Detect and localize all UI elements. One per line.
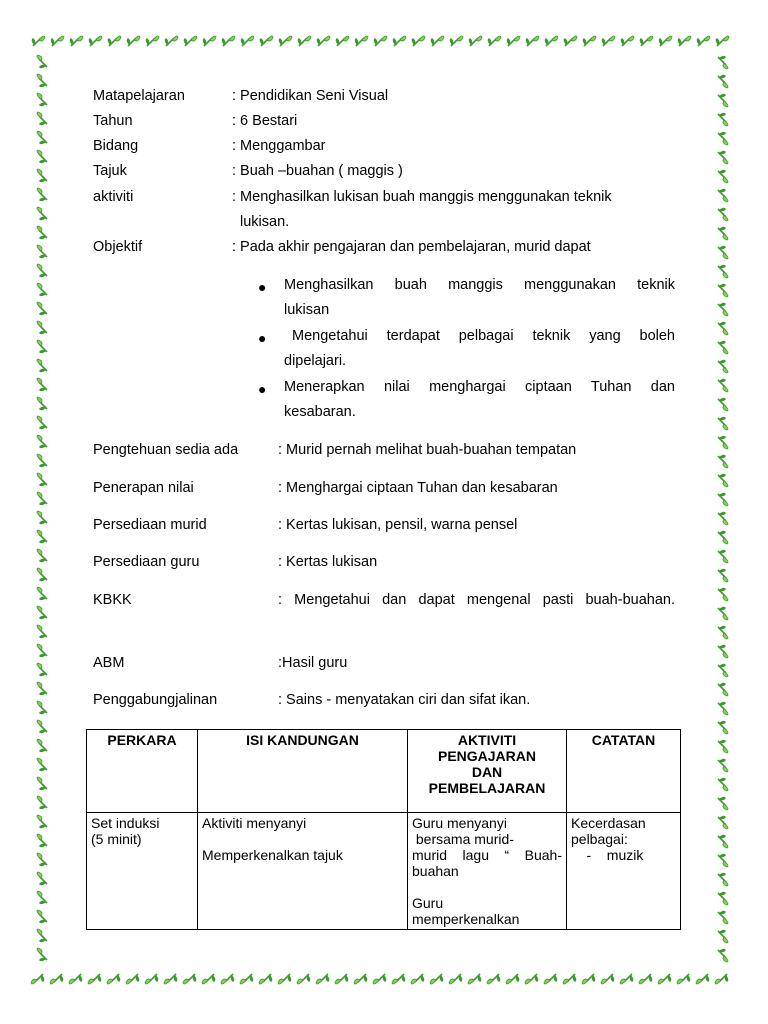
leaf-icon	[718, 151, 728, 164]
leaf-icon	[37, 644, 47, 657]
value-pengetahuan: : Murid pernah melihat buah-buahan tempatan	[278, 442, 577, 458]
value-persediaan-murid: : Kertas lukisan, pensil, warna pensel	[278, 517, 518, 533]
leaf-icon	[718, 569, 728, 582]
leaf-icon	[696, 974, 709, 984]
value-kbkk: : Mengetahui dan dapat mengenal pasti buah-buahan.	[278, 592, 675, 608]
leaf-icon	[355, 36, 368, 46]
label-penerapan: Penerapan nilai	[93, 480, 194, 496]
leaf-icon	[37, 302, 47, 315]
leaf-icon	[718, 360, 728, 373]
leaf-icon	[37, 169, 47, 182]
leaf-icon	[203, 36, 216, 46]
leaf-icon	[37, 397, 47, 410]
leaf-icon	[37, 853, 47, 866]
leaf-icon	[488, 36, 501, 46]
leaf-icon	[127, 36, 140, 46]
leaf-icon	[374, 36, 387, 46]
leaf-icon	[37, 378, 47, 391]
cell-aktiviti: Guru menyanyi bersama murid- murid lagu “ Buah- buahan Guru memperkenalkan	[408, 813, 567, 930]
leaf-icon	[718, 56, 728, 69]
label-bidang: Bidang	[93, 138, 139, 154]
label-penggabungjalinan: Penggabungjalinan	[93, 692, 218, 708]
leaf-icon	[718, 949, 728, 962]
leaf-icon	[164, 974, 177, 984]
leaf-icon	[430, 974, 443, 984]
leaf-icon	[335, 974, 348, 984]
value-persediaan-guru: : Kertas lukisan	[278, 554, 378, 570]
leaf-icon	[718, 493, 728, 506]
leaf-icon	[545, 36, 558, 46]
leaf-icon	[487, 974, 500, 984]
value-tajuk: : Buah –buahan ( maggis )	[232, 163, 403, 179]
bullet-icon: ●	[258, 381, 267, 397]
leaf-icon	[718, 398, 728, 411]
leaf-icon	[146, 36, 159, 46]
leaf-icon	[718, 702, 728, 715]
leaf-icon	[715, 974, 728, 984]
leaf-icon	[677, 974, 690, 984]
leaf-icon	[718, 911, 728, 924]
header-perkara: PERKARA	[87, 730, 198, 813]
leaf-icon	[718, 607, 728, 620]
leaf-icon	[88, 974, 101, 984]
leaf-icon	[354, 974, 367, 984]
leaf-icon	[718, 797, 728, 810]
leaf-icon	[507, 36, 520, 46]
leaf-icon	[37, 568, 47, 581]
leaf-icon	[718, 417, 728, 430]
label-persediaan-murid: Persediaan murid	[93, 517, 207, 533]
leaf-icon	[89, 36, 102, 46]
leaf-icon	[37, 796, 47, 809]
leaf-icon	[544, 974, 557, 984]
leaf-icon	[564, 36, 577, 46]
leaf-icon	[32, 36, 45, 46]
leaf-icon	[697, 36, 710, 46]
leaf-icon	[183, 974, 196, 984]
cell-catatan: Kecerdasan pelbagai: - muzik	[567, 813, 681, 930]
leaf-icon	[50, 974, 63, 984]
leaf-icon	[297, 974, 310, 984]
leaf-icon	[37, 435, 47, 448]
leaf-icon	[373, 974, 386, 984]
objective-item: Menerapkan nilai menghargai ciptaan Tuhan dan kesabaran.	[284, 379, 675, 420]
label-kbkk: KBKK	[93, 592, 132, 608]
leaf-icon	[718, 854, 728, 867]
table-header-row	[87, 730, 681, 813]
leaf-icon	[37, 245, 47, 258]
leaf-icon	[37, 929, 47, 942]
leaf-icon	[37, 910, 47, 923]
leaf-icon	[718, 873, 728, 886]
leaf-icon	[51, 36, 64, 46]
leaf-icon	[278, 974, 291, 984]
leaf-icon	[659, 36, 672, 46]
leaf-icon	[37, 226, 47, 239]
leaf-icon	[107, 974, 120, 984]
bullet-icon: ●	[258, 279, 267, 295]
leaf-icon	[37, 872, 47, 885]
leaf-icon	[718, 645, 728, 658]
leaf-icon	[37, 815, 47, 828]
leaf-icon	[69, 974, 82, 984]
leaf-icon	[718, 778, 728, 791]
value-matapelajaran: : Pendidikan Seni Visual	[232, 88, 389, 104]
value-aktiviti-cont: lukisan.	[240, 214, 290, 230]
leaf-icon	[37, 283, 47, 296]
label-tajuk: Tajuk	[93, 163, 127, 179]
leaf-icon	[37, 55, 47, 68]
label-abm: ABM	[93, 655, 125, 671]
label-persediaan-guru: Persediaan guru	[93, 554, 200, 570]
leaf-icon	[718, 759, 728, 772]
leaf-icon	[336, 36, 349, 46]
leaf-icon	[298, 36, 311, 46]
leaf-icon	[184, 36, 197, 46]
leaf-icon	[37, 492, 47, 505]
leaf-icon	[718, 664, 728, 677]
leaf-icon	[718, 740, 728, 753]
leaf-icon	[37, 891, 47, 904]
leaf-icon	[37, 207, 47, 220]
leaf-icon	[718, 379, 728, 392]
leaf-icon	[431, 36, 444, 46]
leaf-icon	[221, 974, 234, 984]
leaf-icon	[718, 132, 728, 145]
leaf-icon	[718, 683, 728, 696]
leaf-icon	[126, 974, 139, 984]
value-tahun: : 6 Bestari	[232, 113, 298, 129]
leaf-icon	[37, 606, 47, 619]
leaf-icon	[718, 227, 728, 240]
leaf-icon	[37, 93, 47, 106]
leaf-icon	[506, 974, 519, 984]
leaf-icon	[108, 36, 121, 46]
leaf-icon	[393, 36, 406, 46]
leaf-icon	[469, 36, 482, 46]
leaf-icon	[37, 454, 47, 467]
leaf-icon	[412, 36, 425, 46]
leaf-icon	[639, 974, 652, 984]
leaf-icon	[202, 974, 215, 984]
leaf-icon	[37, 682, 47, 695]
leaf-icon	[37, 701, 47, 714]
leaf-icon	[37, 720, 47, 733]
leaf-icon	[37, 340, 47, 353]
cell-perkara: Set induksi (5 minit)	[87, 813, 198, 930]
lesson-plan-table	[86, 729, 681, 930]
leaf-icon	[718, 322, 728, 335]
label-objektif: Objektif	[93, 239, 143, 255]
leaf-icon	[718, 512, 728, 525]
label-aktiviti: aktiviti	[93, 189, 134, 205]
leaf-icon	[37, 131, 47, 144]
leaf-icon	[450, 36, 463, 46]
table-row	[87, 813, 681, 930]
leaf-icon	[718, 265, 728, 278]
leaf-icon	[37, 321, 47, 334]
leaf-icon	[718, 94, 728, 107]
bullet-icon: ●	[258, 330, 267, 346]
leaf-icon	[37, 587, 47, 600]
value-abm: :Hasil guru	[278, 655, 348, 671]
label-tahun: Tahun	[93, 113, 133, 129]
leaf-icon	[37, 150, 47, 163]
leaf-icon	[37, 359, 47, 372]
value-objektif: : Pada akhir pengajaran dan pembelajaran, murid dapat	[232, 239, 591, 255]
leaf-icon	[718, 721, 728, 734]
header-catatan: CATATAN	[567, 730, 681, 813]
leaf-icon	[222, 36, 235, 46]
leaf-icon	[718, 303, 728, 316]
objective-item: Menghasilkan buah manggis menggunakan teknik lukisan	[284, 277, 675, 318]
leaf-icon	[718, 246, 728, 259]
leaf-icon	[37, 948, 47, 961]
leaf-icon	[259, 974, 272, 984]
leaf-icon	[37, 777, 47, 790]
leaf-icon	[601, 974, 614, 984]
leaf-icon	[37, 264, 47, 277]
leaf-icon	[37, 549, 47, 562]
leaf-icon	[602, 36, 615, 46]
leaf-icon	[678, 36, 691, 46]
leaf-icon	[582, 974, 595, 984]
leaf-icon	[718, 341, 728, 354]
leaf-icon	[37, 74, 47, 87]
leaf-icon	[718, 284, 728, 297]
leaf-icon	[583, 36, 596, 46]
leaf-icon	[37, 530, 47, 543]
leaf-icon	[37, 739, 47, 752]
leaf-icon	[526, 36, 539, 46]
objective-item: Mengetahui terdapat pelbagai teknik yang boleh dipelajari.	[284, 328, 675, 369]
leaf-icon	[449, 974, 462, 984]
value-penggabungjalinan: : Sains - menyatakan ciri dan sifat ikan.	[278, 692, 531, 708]
label-matapelajaran: Matapelajaran	[93, 88, 185, 104]
leaf-icon	[37, 758, 47, 771]
leaf-icon	[70, 36, 83, 46]
leaf-icon	[718, 588, 728, 601]
leaf-icon	[658, 974, 671, 984]
leaf-icon	[718, 930, 728, 943]
leaf-icon	[468, 974, 481, 984]
leaf-icon	[37, 834, 47, 847]
leaf-icon	[165, 36, 178, 46]
leaf-icon	[37, 188, 47, 201]
leaf-icon	[316, 974, 329, 984]
leaf-icon	[718, 208, 728, 221]
leaf-icon	[718, 75, 728, 88]
leaf-icon	[718, 531, 728, 544]
leaf-icon	[640, 36, 653, 46]
leaf-icon	[241, 36, 254, 46]
leaf-icon	[240, 974, 253, 984]
leaf-icon	[37, 663, 47, 676]
leaf-icon	[718, 170, 728, 183]
cell-isi-kandungan: Aktiviti menyanyi Memperkenalkan tajuk	[198, 813, 408, 930]
leaf-icon	[718, 474, 728, 487]
leaf-icon	[718, 455, 728, 468]
leaf-icon	[718, 892, 728, 905]
value-penerapan: : Menghargai ciptaan Tuhan dan kesabaran	[278, 480, 558, 496]
value-bidang: : Menggambar	[232, 138, 326, 154]
leaf-icon	[718, 550, 728, 563]
leaf-icon	[718, 816, 728, 829]
header-aktiviti: AKTIVITI PENGAJARAN DAN PEMBELAJARAN	[408, 730, 567, 813]
leaf-icon	[716, 36, 729, 46]
leaf-icon	[317, 36, 330, 46]
leaf-icon	[718, 113, 728, 126]
leaf-icon	[525, 974, 538, 984]
header-isi-kandungan: ISI KANDUNGAN	[198, 730, 408, 813]
leaf-icon	[620, 974, 633, 984]
leaf-icon	[718, 189, 728, 202]
leaf-icon	[37, 112, 47, 125]
leaf-icon	[279, 36, 292, 46]
leaf-icon	[563, 974, 576, 984]
leaf-icon	[260, 36, 273, 46]
value-aktiviti: : Menghasilkan lukisan buah manggis menggunakan teknik	[232, 189, 612, 205]
leaf-icon	[392, 974, 405, 984]
leaf-icon	[718, 626, 728, 639]
leaf-icon	[718, 835, 728, 848]
leaf-icon	[145, 974, 158, 984]
leaf-icon	[31, 974, 44, 984]
leaf-icon	[411, 974, 424, 984]
label-pengetahuan: Pengtehuan sedia ada	[93, 442, 239, 458]
leaf-icon	[37, 511, 47, 524]
leaf-icon	[621, 36, 634, 46]
leaf-icon	[718, 436, 728, 449]
leaf-icon	[37, 625, 47, 638]
leaf-icon	[37, 473, 47, 486]
leaf-icon	[37, 416, 47, 429]
